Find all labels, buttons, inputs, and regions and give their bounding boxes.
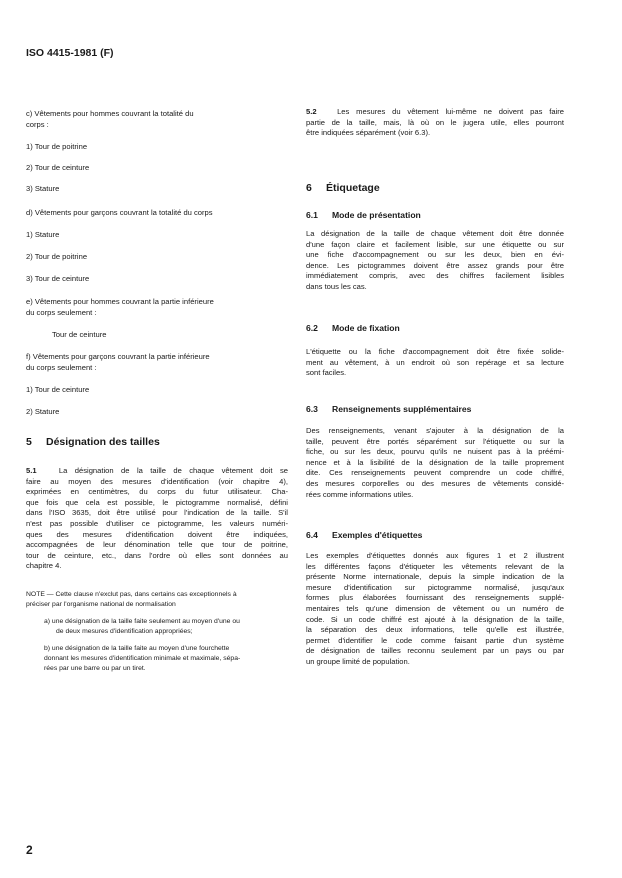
paragraph-line: les différentes façons d'étiqueter les vêtements relevant de la [306, 561, 564, 571]
list-item: 1) Stature [26, 230, 60, 239]
subsection-number: 6.1 [306, 210, 318, 220]
paragraph-line: de désignation de tailles reconnu seulement par un pays ou par [306, 646, 564, 656]
note-item-a: de deux mesures d'identification appropriées; [56, 628, 193, 635]
section-title: Désignation des tailles [46, 436, 160, 448]
note-item-b: b) une désignation de la taille faite au moyen d'une fourchette [44, 645, 230, 652]
paragraph-line: Des renseignements, venant s'ajouter à la désignation de la [306, 426, 564, 435]
paragraph-text: La désignation de la taille de chaque vêtement doit se [58, 466, 288, 475]
paragraph-line: que fois que cela est possible, le pictogramme normalisé, défini [26, 497, 288, 507]
paragraph-line: une fiche d'accompagnement ou sur les deux, bien en évi- [306, 250, 564, 260]
section-6-heading [306, 182, 380, 194]
list-item: Tour de ceinture [52, 330, 107, 339]
subsection-title: Renseignements supplémentaires [332, 404, 472, 414]
subsection-number: 6.3 [306, 404, 318, 414]
paragraph-line: mentaires tels qu'une dimension de vêtement ou un numéro de [306, 604, 564, 613]
paragraph-line: sont faciles. [306, 368, 347, 378]
subsection-6-1-heading [306, 210, 421, 220]
paragraph-line: dans tous les cas. [306, 282, 367, 291]
paragraph-line: ques des mesures d'identification doivent être indiquées, [26, 529, 288, 539]
subsection-number: 6.2 [306, 323, 318, 333]
paragraph-line: La désignation de la taille de chaque vêtement doit être donnée [306, 229, 564, 238]
clause-number: 5.1 [26, 466, 37, 475]
paragraph-line: accompagnées de leur dénomination telle que tour de poitrine, [26, 540, 288, 550]
note-item-b: rées par une barre ou par un tiret. [44, 665, 146, 672]
paragraph-line: dite. Ces renseignements peuvent comprendre un code chiffré, [306, 468, 564, 478]
paragraph-line: mesure d'identification sur pictogramme normalisé, jusqu'aux [306, 582, 564, 592]
list-item: 1) Tour de poitrine [26, 142, 88, 151]
paragraph-line: ment au vêtement, à un endroit où son repérage et sa lecture [306, 357, 564, 367]
paragraph-line: être indiquées séparément (voir 6.3). [306, 128, 431, 138]
paragraph-line: exprimées en centimètres, du corps du futur utilisateur. Cha- [26, 487, 288, 497]
paragraph-line: tour de ceinture, etc., dans l'ordre où elles sont données au [26, 550, 288, 560]
section-number: 6 [306, 182, 312, 194]
paragraph-line: faire au moyen des mesures d'identification (voir chapitre 4), [26, 476, 288, 486]
paragraph-line: n'est pas possible d'utiliser ce pictogramme, les valeurs numéri- [26, 519, 288, 528]
paragraph-line [26, 466, 288, 477]
paragraph-line: d'une façon claire et facilement lisible, sur une étiquette ou sur [306, 239, 564, 249]
list-item: 1) Tour de ceinture [26, 385, 90, 394]
subsection-title: Mode de fixation [332, 323, 400, 333]
subsection-number: 6.4 [306, 530, 318, 540]
subsection-6-2-heading [306, 323, 400, 333]
list-item: 2) Stature [26, 407, 60, 416]
document-header: ISO 4415-1981 (F) [26, 47, 114, 59]
subsection-title: Exemples d'étiquettes [332, 530, 423, 540]
list-item: 2) Tour de ceinture [26, 163, 90, 172]
paragraph-line: Les exemples d'étiquettes donnés aux figures 1 et 2 illustrent [306, 551, 564, 560]
item-c-line1: c) Vêtements pour hommes couvrant la totalité du [26, 109, 194, 118]
note-line: NOTE — Cette clause n'exclut pas, dans certains cas exceptionnels à [26, 591, 237, 598]
note-line: préciser par l'organisme national de normalisation [26, 601, 176, 608]
paragraph-line: des mesures corporelles ou des mesures de vêtements considé- [306, 479, 564, 488]
item-e-line1: e) Vêtements pour hommes couvrant la partie inférieure [26, 297, 214, 306]
paragraph-line: code. Si un code chiffré est ajouté à la désignation de la taille, [306, 614, 564, 624]
item-e-line2: du corps seulement : [26, 308, 97, 317]
paragraph-line: formes plus élaborées fournissant des renseignements supplé- [306, 593, 564, 603]
subsection-6-4-heading [306, 530, 422, 540]
note-item-b: donnant les mesures d'identification minimale et maximale, sépa- [44, 655, 241, 662]
section-number: 5 [26, 436, 32, 448]
section-title: Étiquetage [326, 182, 380, 194]
subsection-6-3-heading [306, 404, 471, 414]
item-d: d) Vêtements pour garçons couvrant la totalité du corps [26, 208, 213, 217]
paragraph-line: immédiatement compris, avec des chiffres facilement lisibles [306, 271, 564, 281]
item-f-line2: du corps seulement : [26, 363, 97, 372]
paragraph-line: partie de la taille, mais, là où on le jugera utile, elles pourront [306, 117, 564, 127]
paragraph-line: rées comme informations utiles. [306, 489, 414, 499]
paragraph-line: taille, peuvent être portés séparément sur l'étiquette ou sur la [306, 436, 564, 446]
paragraph-line: L'étiquette ou la fiche d'accompagnement doit être fixée solide- [306, 347, 564, 356]
paragraph-line: nence et à la lisibilité de la désignation de la taille proprement [306, 457, 564, 467]
list-item: 2) Tour de poitrine [26, 252, 88, 261]
note-item-a: a) une désignation de la taille faite seulement au moyen d'une ou [44, 618, 240, 625]
paragraph-line: la séparation des deux informations, telle qu'elle est illustrée, [306, 625, 564, 635]
paragraph-line: un groupe limité de population. [306, 657, 410, 666]
item-f-line1: f) Vêtements pour garçons couvrant la partie inférieure [26, 352, 210, 361]
clause-number: 5.2 [306, 107, 317, 116]
paragraph-line: permet d'identifier le code comme faisant partie d'un système [306, 635, 564, 645]
item-c-line2: corps : [26, 120, 49, 129]
paragraph-line: dence. Les pictogrammes doivent être assez grands pour être [306, 260, 564, 270]
page-number: 2 [26, 843, 33, 857]
paragraph-line: chapitre 4. [26, 561, 62, 571]
list-item: 3) Stature [26, 184, 60, 193]
paragraph-text: Les mesures du vêtement lui-même ne doivent pas faire [337, 107, 564, 116]
subsection-title: Mode de présentation [332, 210, 421, 220]
paragraph-line: dans l'ISO 3635, doit être utilisé pour l'indication de la taille. S'il [26, 508, 288, 518]
paragraph-line: présente Norme internationale, depuis la simple indication de la [306, 572, 564, 582]
paragraph-line: fiche, ou sur les deux, pourvu qu'ils ne nuisent pas à la préémi- [306, 447, 564, 457]
section-5-heading [26, 436, 160, 448]
list-item: 3) Tour de ceinture [26, 274, 90, 283]
paragraph-line [306, 107, 564, 118]
